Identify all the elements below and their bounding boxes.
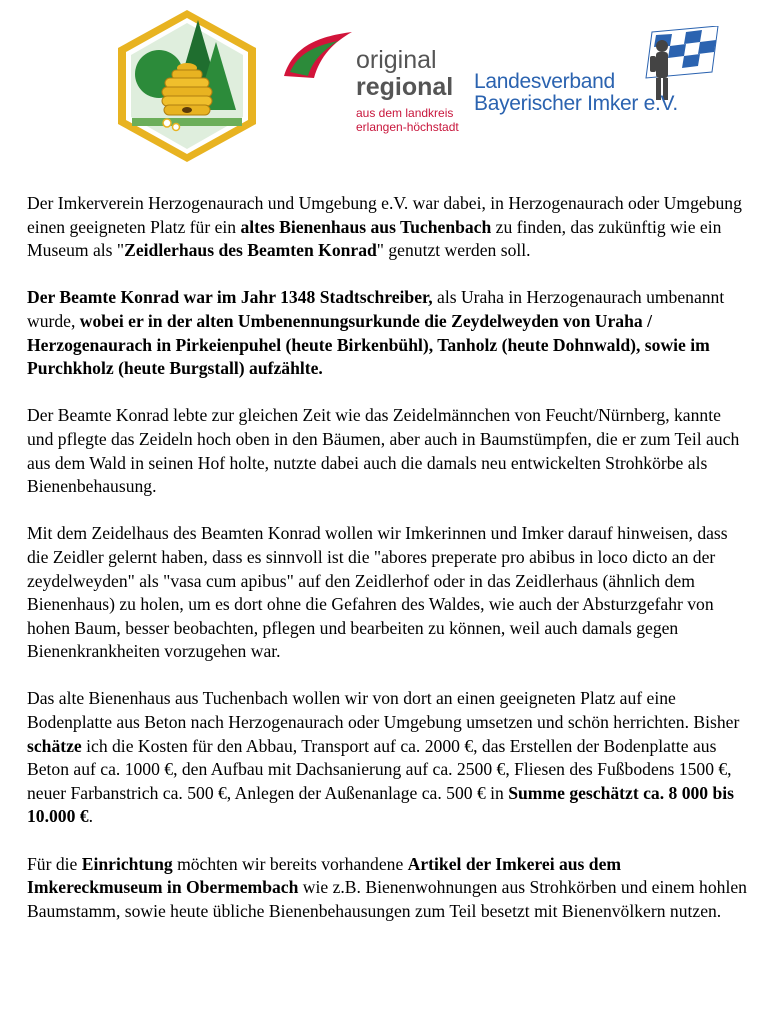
swoosh-icon xyxy=(280,26,360,96)
brand-word: regional xyxy=(356,73,454,101)
paragraph: Der Imkerverein Herzogenaurach und Umgebung e.V. war dabei, in Herzogenaurach oder Umgebung einen geeigneten Platz für ein altes Bienenhaus aus Tuchenbach zu finden, das zukünftig wie ein Museum als "Zeidlerhaus des Beamten Konrad" genutzt werden soll. xyxy=(27,193,742,261)
paragraph: Das alte Bienenhaus aus Tuchenbach wollen wir von dort an einen geeigneten Platz auf eine Bodenplatte aus Beton nach Herzogenaurach oder Umgebung umsetzen und schön herrichten. Bisher schätze ich die Kosten für den Abbau, Transport auf ca. 2000 €, das Erstellen der Bodenplatte aus Beton auf ca. 1000 €, den Aufbau mit Dachsanierung auf ca. 2500 €, Fliesen des Fußbodens 1500 €, neuer Farbanstrich ca. 500 €, Anlegen der Außenanlage ca. 500 € in Summe geschätzt ca. 8 000 bis 10.000 €. xyxy=(27,688,740,827)
paragraph: Mit dem Zeidelhaus des Beamten Konrad wollen wir Imkerinnen und Imker darauf hinweisen, dass die Zeidler gelernt haben, dass es sinnvoll ist die "abores preperate pro abibus in loco dicto an der zeydelweyden" als "vasa cum apibus" auf den Zeidlerhof oder in das Zeidlerhaus (ähnlich dem Bienenhaus) zu holen, um es dort ohne die Gefahren des Waldes, wie auch der Absturzgefahr von hohen Baum, besser beobachten, pflegen und bearbeiten zu können, weil auch damals gegen Bienenkrankheiten vorzugehen war. xyxy=(27,523,728,662)
paragraph: Der Beamte Konrad war im Jahr 1348 Stadtschreiber, als Uraha in Herzogenaurach umbenannt wurde, wobei er in der alten Umbenennungsurkunde die Zeydelweyden von Uraha / Herzogenaurach in Pirkeienpuhel (heute Birkenbühl), Tanholz (heute Dohnwald), sowie im Purchkholz (heute Burgstall) aufzählte. xyxy=(27,287,725,379)
original-regional-logo xyxy=(280,26,480,146)
brand-subline: erlangen-höchstadt xyxy=(356,120,459,134)
landesverband-logo xyxy=(472,26,732,136)
paragraph: Der Beamte Konrad lebte zur gleichen Zeit wie das Zeidelmännchen von Feucht/Nürnberg, kannte und pflegte das Zeideln hoch oben in den Bäumen, aber auch in Baumstümpfen, die er zum Teil auch aus dem Wald in seinen Hof holte, nutzte dabei auch die damals neu entwickelten Strohkörbe als Bienenbehausung. xyxy=(27,405,740,497)
association-name-line: Landesverband xyxy=(474,70,615,93)
flower-icon xyxy=(163,119,171,127)
logo-header xyxy=(0,0,768,170)
brand-subline: aus dem landkreis xyxy=(356,106,454,120)
paragraph: Für die Einrichtung möchten wir bereits vorhandene Artikel der Imkerei aus dem Imkereckmuseum in Obermembach wie z.B. Bienenwohnungen aus Strohkörben und einem hohlen Baumstamm, sowie heute übliche Bienenbehausungen zum Teil besetzt mit Bienenvölkern nutzen. xyxy=(27,853,747,921)
association-name-line: Bayerischer Imker e.V. xyxy=(474,92,678,115)
document-body xyxy=(27,192,747,947)
flower-icon xyxy=(173,124,180,131)
brand-word: original xyxy=(356,46,437,74)
imkerverein-logo xyxy=(112,6,262,166)
